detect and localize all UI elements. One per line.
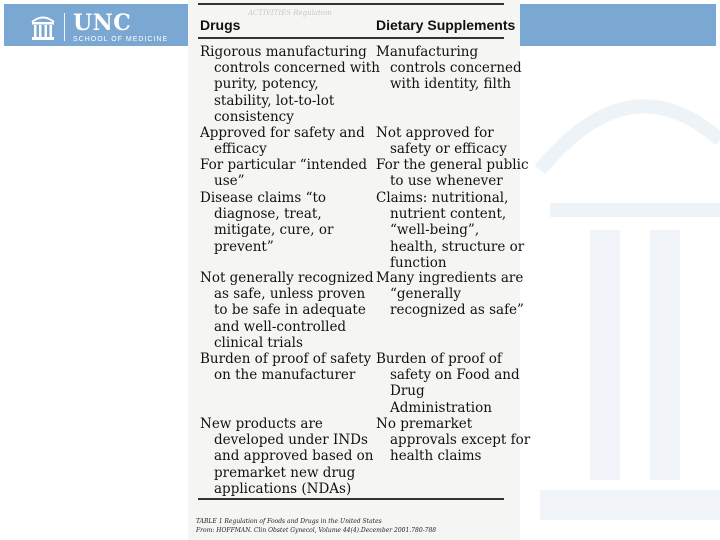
unc-logo [30,10,168,44]
cell-line: health claims [390,448,482,465]
cell-line: Not approved for [376,125,494,141]
cell-line: to use whenever [390,173,503,190]
cell-line: No premarket [376,416,473,432]
cell-line: with identity, filth [390,76,511,93]
cell-line: Disease claims “to [200,190,327,206]
cell-line: Administration [390,399,492,416]
table-header-rule [198,37,504,39]
supplements-cell [376,125,507,157]
cell-line: Not generally recognized [200,270,374,286]
cell-line: diagnose, treat, [214,206,322,223]
cell-line: use” [214,173,245,190]
cell-line: premarket new drug [214,464,356,481]
cell-line: For the general public [376,157,529,173]
drugs-cell [200,157,367,189]
old-well-watermark-icon [520,40,720,540]
cell-line: consistency [214,108,294,125]
cell-line: “well-being”, [390,222,480,239]
cell-line: clinical trials [214,334,303,351]
header-drugs: Drugs [200,17,241,33]
supplements-cell [376,190,524,271]
cell-line: stability, lot-to-lot [214,92,335,109]
drugs-cell [200,190,333,255]
cell-line: mitigate, cure, or [214,222,334,239]
cell-line: For particular “intended [200,157,368,173]
drugs-cell [200,351,371,383]
cell-line: safety or efficacy [390,141,507,158]
table-source: From: HOFFMAN. Clin Obstet Gynecol, Volume 44(4).December 2001.780-788 [196,527,437,534]
header-supplements: Dietary Supplements [376,17,516,33]
table-caption: TABLE 1 Regulation of Foods and Drugs in the United States [196,518,382,525]
table-top-rule [198,3,504,5]
cell-line: developed under INDs [214,432,368,449]
logo-divider [64,13,65,41]
cell-line: “generally [390,286,461,303]
cell-line: Many ingredients are [376,270,524,286]
cell-line: efficacy [214,141,267,158]
cell-line: as safe, unless proven [214,286,366,303]
supplements-cell [376,351,520,416]
table-bottom-rule [198,498,504,500]
drugs-cell [200,416,374,497]
cell-line: applications (NDAs) [214,480,352,497]
cell-line: and approved based on [214,448,374,465]
cell-line: approvals except for [390,432,531,449]
supplements-cell [376,416,530,465]
cell-line: and well-controlled [214,318,347,335]
cell-line: prevent” [214,238,274,255]
supplements-cell [376,44,522,93]
drugs-cell [200,270,374,351]
cell-line: New products are [200,416,323,432]
cell-line: Claims: nutritional, [376,190,509,206]
logo-name: UNC [73,9,132,36]
cell-line: controls concerned with [214,60,380,77]
cell-line: Approved for safety and [200,125,365,141]
cell-line: Rigorous manufacturing [200,44,367,60]
drugs-cell [200,125,365,157]
drugs-cell [200,44,380,125]
cell-line: recognized as safe” [390,302,524,319]
cell-line: Drug [390,383,425,400]
cell-line: Burden of proof of [376,351,502,367]
cell-line: Manufacturing [376,44,479,60]
cell-line: health, structure or [390,238,525,255]
cell-line: to be safe in adequate [214,302,366,319]
old-well-icon [30,12,56,42]
ghost-text: ACTIVITIES Regulation [248,9,332,17]
supplements-cell [376,270,524,319]
cell-line: on the manufacturer [214,367,356,384]
cell-line: nutrient content, [390,206,507,223]
supplements-cell [376,157,529,189]
scanned-table [188,0,531,540]
cell-line: Burden of proof of safety [200,351,372,367]
cell-line: function [390,254,447,271]
cell-line: purity, potency, [214,76,319,93]
cell-line: safety on Food and [390,367,520,384]
cell-line: controls concerned [390,60,522,77]
logo-subtitle: SCHOOL OF MEDICINE [73,35,169,43]
